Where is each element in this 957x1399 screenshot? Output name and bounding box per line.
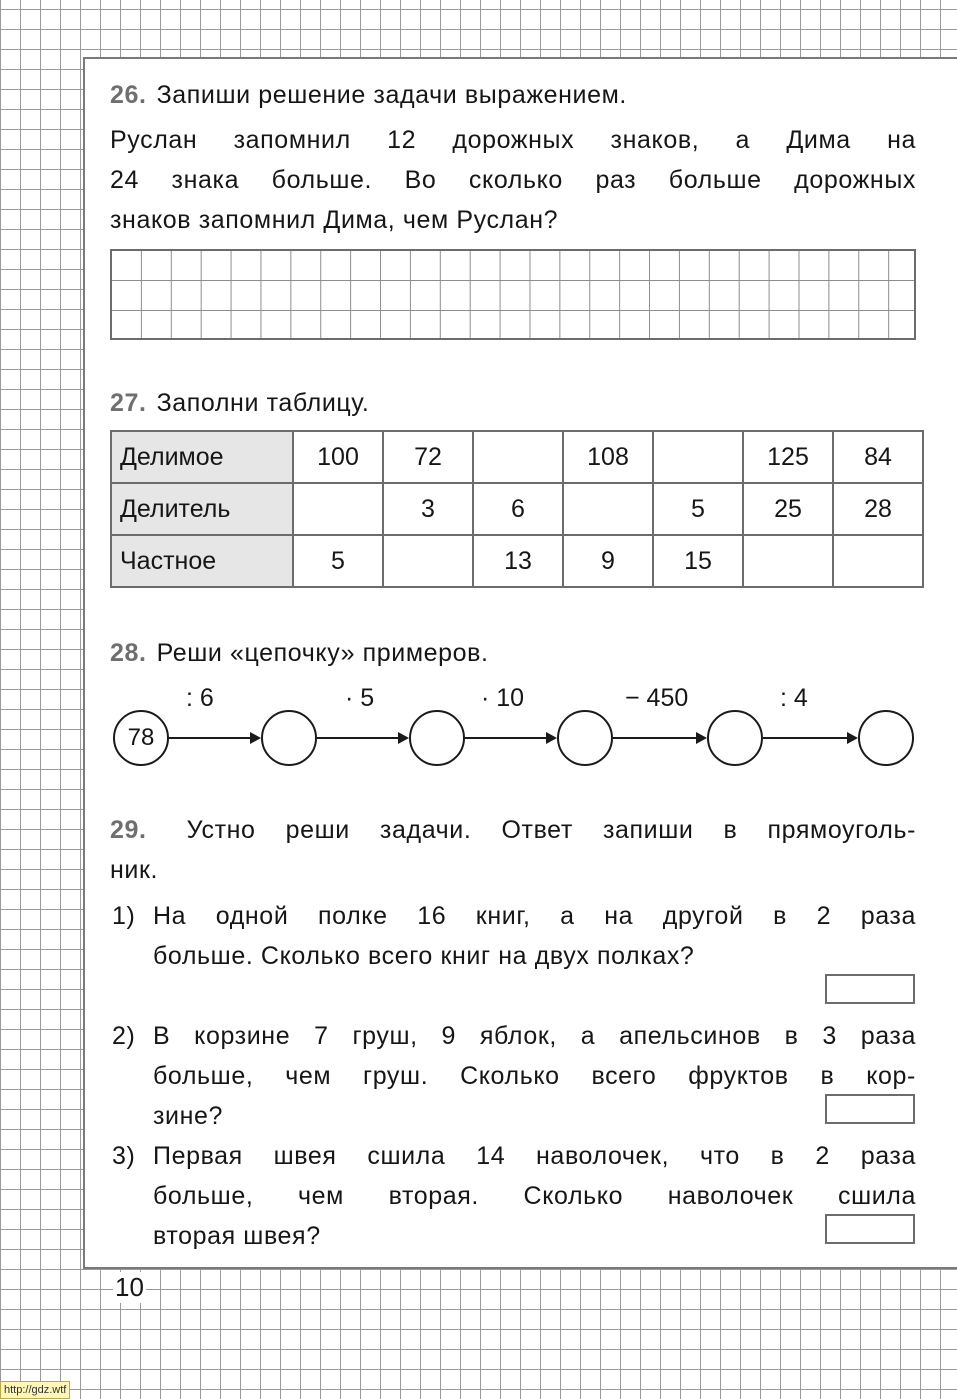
table-cell[interactable] — [563, 483, 653, 535]
chain-operation-label: · 5 — [345, 684, 375, 712]
problem-3-answer-box[interactable] — [825, 1214, 915, 1244]
task-26-heading — [110, 75, 627, 115]
table-cell[interactable] — [653, 431, 743, 483]
task-26-number: 26. — [110, 81, 147, 109]
chain-operation-label: − 450 — [625, 684, 689, 712]
chain-operation-label: : 6 — [186, 684, 214, 712]
task-26-answer-grid[interactable] — [110, 249, 916, 340]
page-number: 10 — [115, 1272, 144, 1302]
task-26-instruction: Запиши решение задачи выражением. — [156, 81, 627, 109]
chain-arrow — [763, 737, 856, 739]
table-cell[interactable] — [743, 535, 833, 587]
task-26-text-line-3: знаков запомнил Дима, чем Руслан? — [110, 206, 559, 234]
task-29-instruction-line-2: ник. — [110, 856, 159, 884]
task-27-instruction: Заполни таблицу. — [156, 389, 370, 417]
problem-3-line-1: Первая швея сшила 14 наволочек, что в 2 раза — [153, 1142, 916, 1170]
task-29-instruction-line-1: Устно реши задачи. Ответ запиши в прямоуголь- — [186, 816, 917, 844]
chain-start-circle: 78 — [113, 710, 169, 766]
table-cell[interactable]: 25 — [743, 483, 833, 535]
chain-arrow — [465, 737, 555, 739]
table-row-quotient — [111, 535, 923, 587]
table-cell[interactable]: 125 — [743, 431, 833, 483]
table-row-dividend — [111, 431, 923, 483]
table-cell[interactable]: 3 — [383, 483, 473, 535]
problem-2-line-3: зине? — [153, 1102, 224, 1130]
chain-arrow — [169, 737, 259, 739]
table-cell[interactable]: 84 — [833, 431, 923, 483]
table-cell[interactable] — [473, 431, 563, 483]
division-table — [110, 430, 924, 588]
chain-answer-circle[interactable] — [707, 710, 763, 766]
problem-3-line-3: вторая швея? — [153, 1222, 321, 1250]
chain-operation-label: · 10 — [481, 684, 525, 712]
problem-3-line-2: больше, чем вторая. Сколько наволочек сшила — [153, 1182, 916, 1210]
task-29-number: 29. — [110, 816, 147, 844]
table-cell[interactable]: 108 — [563, 431, 653, 483]
watermark-link[interactable]: http://gdz.wtf — [0, 1381, 70, 1399]
table-cell[interactable]: 72 — [383, 431, 473, 483]
task-28-instruction: Реши «цепочку» примеров. — [156, 639, 489, 667]
task-27-heading — [110, 383, 369, 423]
table-cell[interactable] — [293, 483, 383, 535]
task-26-text-line-1: Руслан запомнил 12 дорожных знаков, а Дима на — [110, 126, 916, 154]
problem-1-answer-box[interactable] — [825, 974, 915, 1004]
table-cell[interactable] — [833, 535, 923, 587]
table-cell[interactable]: 15 — [653, 535, 743, 587]
task-26-text-line-2: 24 знака больше. Во сколько раз больше дорожных — [110, 166, 916, 194]
chain-operation-label: : 4 — [780, 684, 808, 712]
problem-2-line-2: больше, чем груш. Сколько всего фруктов в кор- — [153, 1062, 916, 1090]
chain-arrow — [317, 737, 407, 739]
problem-3-number: 3) — [112, 1142, 136, 1170]
table-row-divisor — [111, 483, 923, 535]
table-cell[interactable] — [383, 535, 473, 587]
task-28-heading — [110, 633, 489, 673]
problem-1-line-2: больше. Сколько всего книг на двух полках? — [153, 942, 695, 970]
problem-2-number: 2) — [112, 1022, 136, 1050]
task-29-heading-line-1 — [110, 810, 916, 850]
table-cell[interactable]: 100 — [293, 431, 383, 483]
row-label-dividend: Делимое — [111, 431, 293, 483]
problem-2-answer-box[interactable] — [825, 1094, 915, 1124]
chain-answer-circle[interactable] — [409, 710, 465, 766]
chain-arrow — [613, 737, 705, 739]
task-28-number: 28. — [110, 639, 147, 667]
table-cell[interactable]: 5 — [293, 535, 383, 587]
row-label-quotient: Частное — [111, 535, 293, 587]
problem-2-line-1: В корзине 7 груш, 9 яблок, а апельсинов в 3 раза — [153, 1022, 916, 1050]
table-cell[interactable]: 6 — [473, 483, 563, 535]
chain-answer-circle[interactable] — [261, 710, 317, 766]
table-cell[interactable]: 5 — [653, 483, 743, 535]
table-cell[interactable]: 13 — [473, 535, 563, 587]
table-cell[interactable]: 9 — [563, 535, 653, 587]
chain-answer-circle[interactable] — [858, 710, 914, 766]
task-27-number: 27. — [110, 389, 147, 417]
problem-1-number: 1) — [112, 902, 136, 930]
chain-answer-circle[interactable] — [557, 710, 613, 766]
table-cell[interactable]: 28 — [833, 483, 923, 535]
row-label-divisor: Делитель — [111, 483, 293, 535]
problem-1-line-1: На одной полке 16 книг, а на другой в 2 раза — [153, 902, 916, 930]
